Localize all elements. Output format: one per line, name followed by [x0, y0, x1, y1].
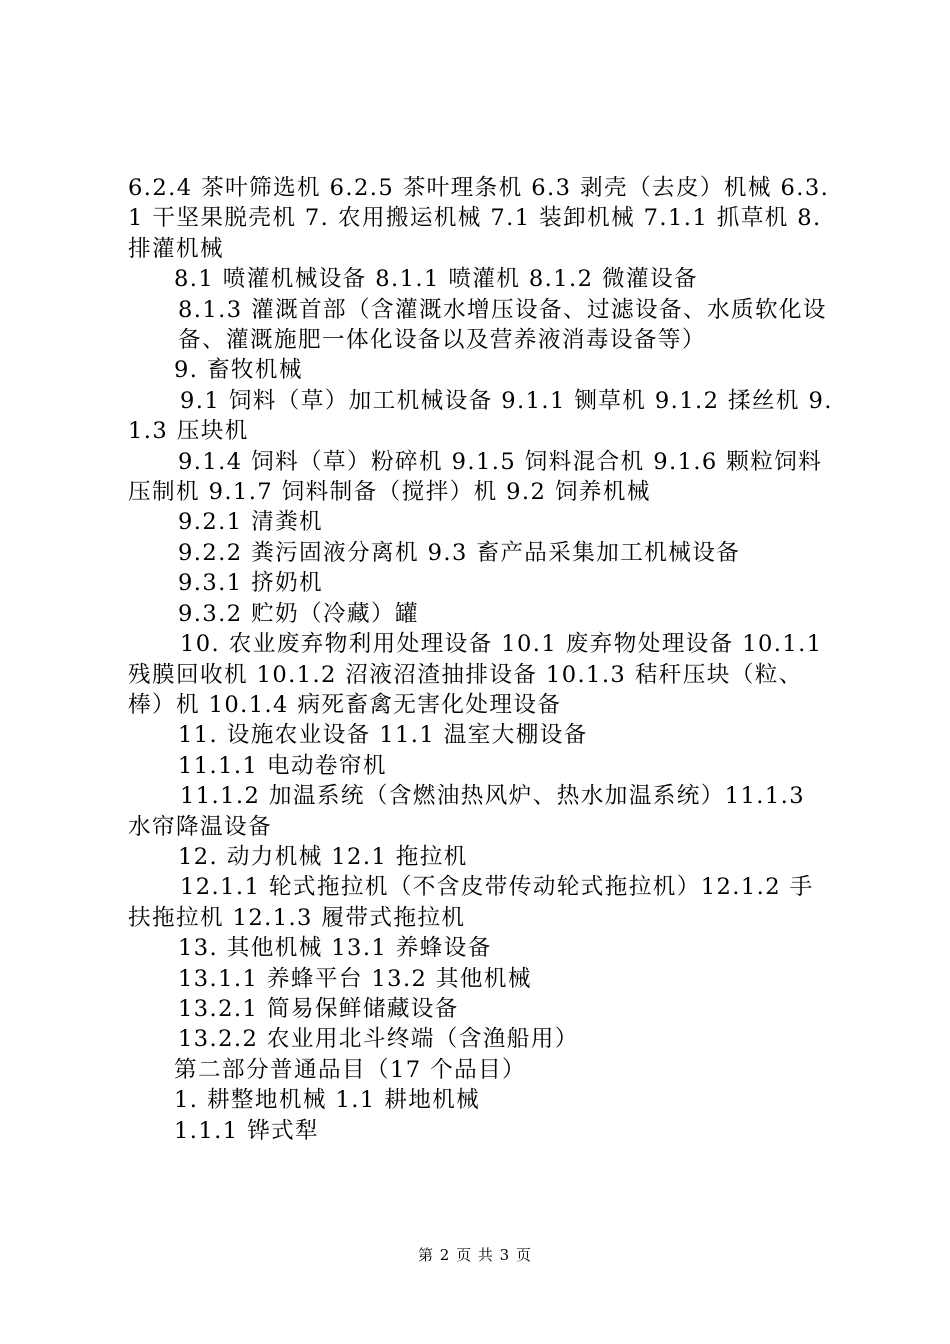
paragraph: 11.1.2 加温系统（含燃油热风炉、热水加温系统）11.1.3 水帘降温设备	[128, 783, 805, 840]
paragraph: 10. 农业废弃物利用处理设备 10.1 废弃物处理设备 10.1.1 残膜回收机 10.1.2 沼液沼渣抽排设备 10.1.3 秸秆压块（粒、棒）机 10.1.4 病死畜禽无害化处理设备	[128, 631, 823, 718]
paragraph: 12.1.1 轮式拖拉机（不含皮带传动轮式拖拉机）12.1.2 手扶拖拉机 12.1.3 履带式拖拉机	[128, 874, 814, 931]
paragraph: 8.1 喷灌机械设备 8.1.1 喷灌机 8.1.2 微灌设备	[174, 266, 698, 293]
paragraph: 9. 畜牧机械	[174, 357, 303, 384]
paragraph: 8.1.3 灌溉首部（含灌溉水增压设备、过滤设备、水质软化设	[178, 296, 827, 323]
paragraph: 9.1.4 饲料（草）粉碎机 9.1.5 饲料混合机 9.1.6 颗粒饲料压制机 9.1.7 饲料制备（搅拌）机 9.2 饲养机械	[128, 448, 823, 506]
paragraph: 9.3.1 挤奶机	[178, 570, 324, 597]
paragraph: 11.1.1 电动卷帘机	[178, 752, 387, 779]
paragraph: 1. 耕整地机械 1.1 耕地机械	[174, 1087, 481, 1114]
paragraph: 备、灌溉施肥一体化设备以及营养液消毒设备等）	[178, 327, 706, 354]
paragraph: 9.2.2 粪污固液分离机 9.3 畜产品采集加工机械设备	[178, 539, 741, 566]
paragraph: 6.2.4 茶叶筛选机 6.2.5 茶叶理条机 6.3 剥壳（去皮）机械 6.3.1 干坚果脱壳机 7. 农用搬运机械 7.1 装卸机械 7.1.1 抓草机 8. 排灌机械	[128, 175, 830, 262]
document-body	[128, 173, 834, 1146]
paragraph: 13.1.1 养蜂平台 13.2 其他机械	[178, 965, 532, 992]
paragraph: 13. 其他机械 13.1 养蜂设备	[178, 935, 492, 962]
paragraph: 1.1.1 铧式犁	[174, 1117, 320, 1144]
paragraph: 9.3.2 贮奶（冷藏）罐	[178, 600, 420, 627]
paragraph: 12. 动力机械 12.1 拖拉机	[178, 843, 468, 870]
page-number-footer: 第 2 页 共 3 页	[418, 1246, 532, 1264]
section-heading: 第二部分普通品目（17 个品目）	[174, 1056, 527, 1083]
paragraph: 13.2.2 农业用北斗终端（含渔船用）	[178, 1026, 579, 1053]
paragraph: 9.1 饲料（草）加工机械设备 9.1.1 铡草机 9.1.2 揉丝机 9.1.3 压块机	[128, 387, 833, 445]
paragraph: 9.2.1 清粪机	[178, 509, 324, 536]
paragraph: 11. 设施农业设备 11.1 温室大棚设备	[178, 722, 588, 749]
paragraph: 13.2.1 简易保鲜储藏设备	[178, 995, 459, 1022]
